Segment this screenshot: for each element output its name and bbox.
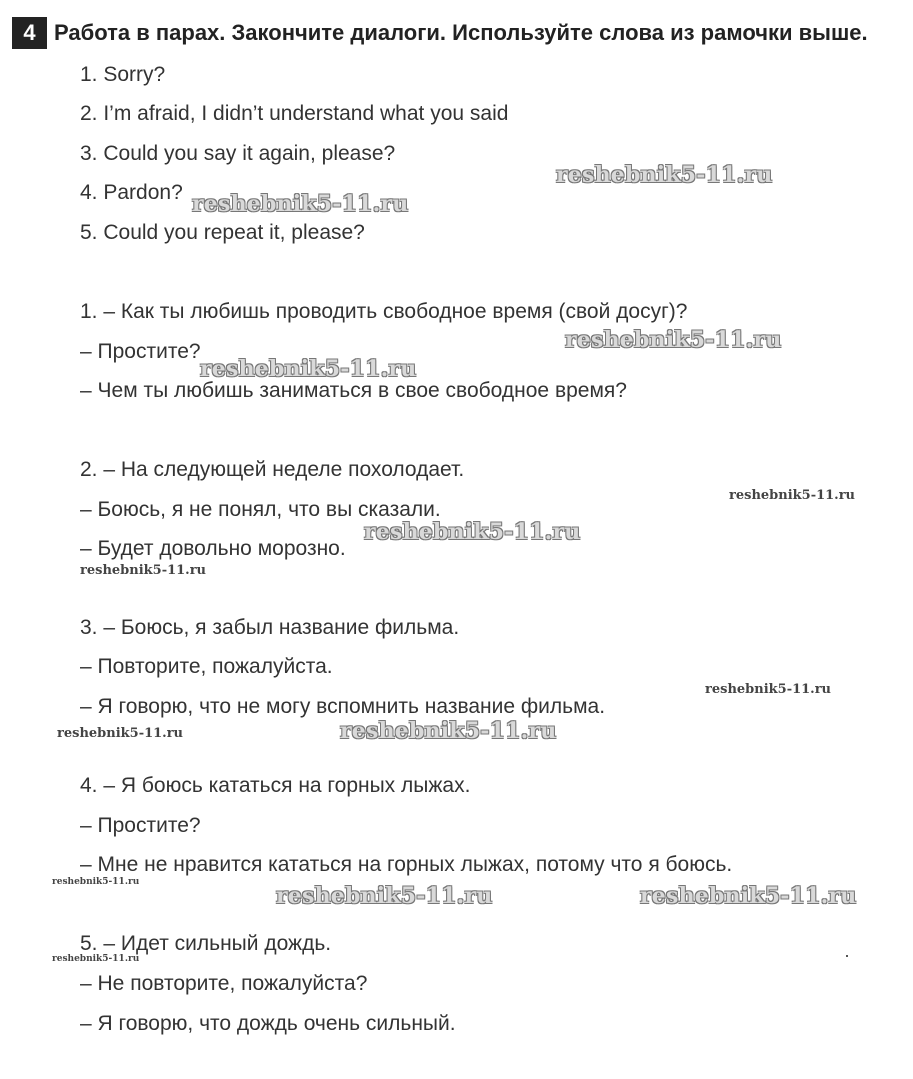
phrase-5: 5. Could you repeat it, please? — [80, 221, 365, 244]
watermark: reshebnik5-11.ru — [80, 563, 207, 578]
dialogue-1-line-1: 1. – Как ты любишь проводить свободное время (свой досуг)? — [80, 300, 688, 323]
watermark: reshebnik5-11.ru — [364, 519, 581, 545]
watermark: reshebnik5-11.ru — [556, 162, 773, 188]
dialogue-2-line-1: 2. – На следующей неделе похолодает. — [80, 458, 465, 481]
task-title: Работа в парах. Закончите диалоги. Используйте слова из рамочки выше. — [54, 20, 868, 45]
dialogue-4-line-3: – Мне не нравится кататься на горных лыжах, потому что я боюсь. — [80, 853, 733, 876]
phrase-3: 3. Could you say it again, please? — [80, 142, 396, 165]
phrase-1: 1. Sorry? — [80, 63, 166, 86]
dialogue-2-line-3: – Будет довольно морозно. — [80, 537, 346, 560]
watermark: reshebnik5-11.ru — [705, 682, 832, 697]
task-number-badge: 4 — [12, 17, 47, 49]
dialogue-1-line-3: – Чем ты любишь заниматься в свое свободное время? — [80, 379, 627, 402]
watermark: reshebnik5-11.ru — [729, 488, 856, 503]
dialogue-4-line-2: – Простите? — [80, 814, 201, 837]
dialogue-1-line-2: – Простите? — [80, 340, 201, 363]
dialogue-5-line-2: – Не повторите, пожалуйста? — [80, 972, 368, 995]
watermark: reshebnik5-11.ru — [340, 718, 557, 744]
watermark: reshebnik5-11.ru — [52, 954, 140, 964]
dialogue-3-line-1: 3. – Боюсь, я забыл название фильма. — [80, 616, 460, 639]
phrase-2: 2. I’m afraid, I didn’t understand what you said — [80, 102, 509, 125]
dialogue-3-line-3: – Я говорю, что не могу вспомнить название фильма. — [80, 695, 606, 718]
watermark: reshebnik5-11.ru — [57, 726, 184, 741]
phrase-4: 4. Pardon? — [80, 181, 183, 204]
dialogue-5-line-3: – Я говорю, что дождь очень сильный. — [80, 1012, 456, 1035]
watermark: reshebnik5-11.ru — [276, 883, 493, 909]
stray-dot — [846, 955, 848, 957]
dialogue-5-line-1: 5. – Идет сильный дождь. — [80, 932, 332, 955]
dialogue-2-line-2: – Боюсь, я не понял, что вы сказали. — [80, 498, 441, 521]
watermark: reshebnik5-11.ru — [640, 883, 857, 909]
dialogue-3-line-2: – Повторите, пожалуйста. — [80, 655, 333, 678]
watermark: reshebnik5-11.ru — [192, 191, 409, 217]
watermark: reshebnik5-11.ru — [52, 877, 140, 887]
watermark: reshebnik5-11.ru — [200, 356, 417, 382]
watermark: reshebnik5-11.ru — [565, 327, 782, 353]
dialogue-4-line-1: 4. – Я боюсь кататься на горных лыжах. — [80, 774, 471, 797]
